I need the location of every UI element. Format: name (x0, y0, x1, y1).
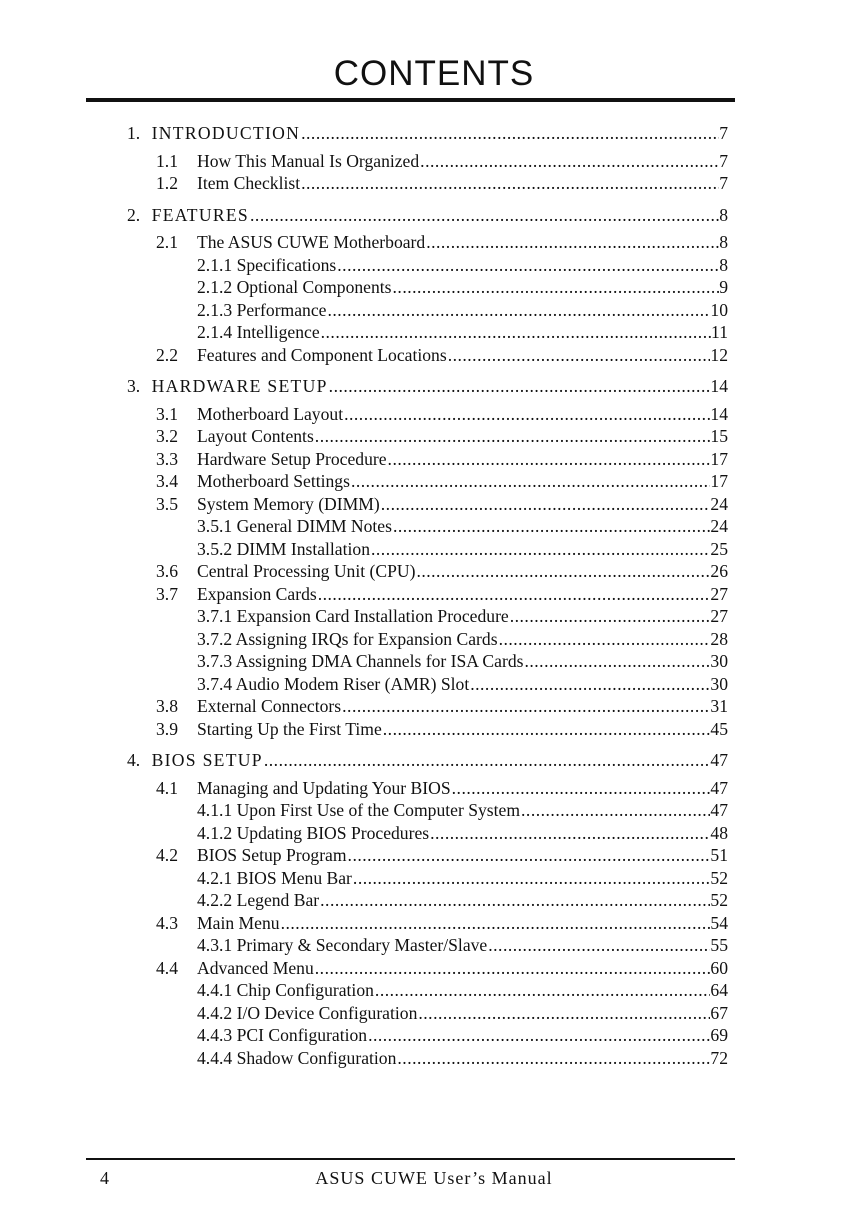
toc-entry-number: 2. (127, 204, 141, 225)
dot-leader (374, 979, 710, 1002)
toc-entry-text: 3.5.2 DIMM Installation (197, 538, 370, 559)
toc-entry-page: 8 (719, 204, 728, 225)
table-of-contents (127, 122, 728, 1069)
dot-leader (447, 344, 711, 367)
toc-entry-page: 31 (710, 696, 728, 716)
toc-entry-label (127, 231, 425, 254)
dot-leader (469, 673, 710, 696)
toc-entry-page: 48 (710, 822, 728, 843)
dot-leader (392, 276, 720, 299)
dot-leader (328, 375, 711, 398)
toc-entry-label (127, 204, 249, 227)
dot-leader (300, 172, 719, 195)
dot-leader (509, 605, 711, 628)
toc-entry[interactable] (127, 299, 728, 322)
toc-entry-page: 26 (710, 561, 728, 581)
toc-entry-text: How This Manual Is Organized (197, 150, 420, 171)
toc-entry-label (127, 1024, 367, 1047)
toc-entry-page: 47 (710, 750, 728, 770)
toc-entry-label (127, 605, 509, 628)
toc-entry-text: HARDWARE SETUP (151, 376, 328, 396)
toc-entry-label (127, 889, 319, 912)
toc-entry-text: FEATURES (151, 204, 250, 225)
toc-entry[interactable] (127, 448, 728, 471)
toc-entry-page: 55 (710, 935, 728, 955)
toc-entry-label (127, 448, 387, 471)
toc-entry[interactable] (127, 867, 728, 890)
toc-entry-text: Hardware Setup Procedure (197, 448, 387, 469)
toc-entry-page: 47 (710, 777, 728, 798)
toc-entry-page: 51 (710, 845, 728, 865)
dot-leader (300, 122, 719, 145)
toc-entry-page: 30 (710, 673, 728, 694)
toc-entry[interactable] (127, 889, 728, 912)
toc-entry-text: 4.2.2 Legend Bar (197, 890, 320, 910)
toc-entry[interactable] (127, 1002, 728, 1025)
toc-entry-text: BIOS Setup Program (197, 845, 347, 865)
toc-entry-label (127, 822, 429, 845)
toc-entry-label (127, 867, 352, 890)
toc-entry-page: 12 (710, 344, 728, 365)
toc-entry-number: 3.3 (156, 448, 178, 469)
dot-leader (317, 583, 711, 606)
toc-entry-label (127, 583, 317, 606)
toc-entry[interactable] (127, 1047, 728, 1070)
toc-entry-label (127, 344, 447, 367)
dot-leader (392, 515, 710, 538)
toc-entry-page: 14 (710, 403, 728, 424)
toc-entry-page: 47 (710, 800, 728, 820)
toc-entry-page: 69 (710, 1025, 728, 1045)
toc-entry-number: 4.1 (156, 777, 178, 798)
toc-entry-number: 1.2 (156, 173, 178, 193)
toc-entry-label (127, 254, 336, 277)
toc-entry-label (127, 321, 320, 344)
toc-entry-label (127, 799, 520, 822)
toc-entry-text: External Connectors (197, 696, 342, 716)
dot-leader (387, 448, 711, 471)
toc-entry-number: 1.1 (156, 150, 178, 171)
toc-entry-page: 9 (719, 277, 728, 297)
toc-entry-text: 2.1.4 Intelligence (197, 322, 320, 342)
toc-entry[interactable] (127, 650, 728, 673)
toc-entry-label (127, 538, 370, 561)
toc-entry-text: Advanced Menu (197, 957, 314, 978)
toc-entry[interactable] (127, 673, 728, 696)
dot-leader (341, 695, 710, 718)
toc-entry-page: 14 (710, 376, 728, 396)
toc-entry[interactable] (127, 150, 728, 173)
dot-leader (417, 1002, 710, 1025)
toc-entry-label (127, 493, 380, 516)
dot-leader (429, 822, 710, 845)
toc-entry-page: 27 (710, 606, 728, 626)
toc-entry-text: 4.4.3 PCI Configuration (197, 1025, 368, 1045)
toc-entry[interactable] (127, 344, 728, 367)
toc-entry-page: 52 (710, 867, 728, 888)
dot-leader (396, 1047, 710, 1070)
dot-leader (523, 650, 710, 673)
toc-entry-label (127, 1047, 396, 1070)
toc-entry-text: 2.1.2 Optional Components (197, 277, 392, 297)
toc-entry[interactable] (127, 560, 728, 583)
toc-entry[interactable] (127, 912, 728, 935)
toc-entry-text: 4.4.1 Chip Configuration (197, 980, 374, 1000)
toc-entry-text: System Memory (DIMM) (197, 493, 380, 514)
toc-entry-label (127, 673, 469, 696)
toc-entry-label (127, 515, 392, 538)
dot-leader (498, 628, 711, 651)
toc-entry-label (127, 844, 347, 867)
toc-entry-label (127, 749, 263, 772)
toc-entry[interactable] (127, 749, 728, 772)
toc-entry-text: Expansion Cards (197, 583, 317, 604)
toc-entry-text: Features and Component Locations (197, 344, 447, 365)
toc-entry-label (127, 718, 382, 741)
dot-leader (367, 1024, 710, 1047)
toc-entry[interactable] (127, 799, 728, 822)
toc-entry[interactable] (127, 957, 728, 980)
toc-entry-page: 7 (719, 150, 728, 171)
toc-entry-label (127, 299, 326, 322)
dot-leader (415, 560, 710, 583)
toc-entry-text: Central Processing Unit (CPU) (197, 561, 416, 581)
toc-entry-label (127, 957, 314, 980)
toc-entry-label (127, 628, 498, 651)
toc-entry[interactable] (127, 321, 728, 344)
toc-entry[interactable] (127, 470, 728, 493)
toc-entry-number: 3.8 (156, 696, 178, 716)
toc-entry-page: 7 (719, 123, 728, 143)
toc-entry-page: 54 (710, 912, 728, 933)
dot-leader (520, 799, 710, 822)
dot-leader (343, 403, 710, 426)
toc-entry-text: INTRODUCTION (151, 123, 301, 143)
dot-leader (347, 844, 711, 867)
toc-entry-number: 3.7 (156, 583, 178, 604)
toc-entry-page: 24 (710, 516, 728, 536)
toc-entry-text: Motherboard Layout (197, 403, 344, 424)
toc-entry-label (127, 979, 374, 1002)
toc-entry-page: 30 (710, 651, 728, 671)
toc-entry-page: 52 (710, 890, 728, 910)
toc-entry[interactable] (127, 628, 728, 651)
toc-entry-label (127, 560, 415, 583)
dot-leader (380, 493, 711, 516)
toc-entry-text: Managing and Updating Your BIOS (197, 777, 451, 798)
toc-entry-text: 4.1.2 Updating BIOS Procedures (197, 822, 430, 843)
toc-entry-number: 4. (127, 750, 141, 770)
toc-entry[interactable] (127, 777, 728, 800)
toc-entry[interactable] (127, 122, 728, 145)
toc-entry[interactable] (127, 1024, 728, 1047)
toc-entry-label (127, 934, 487, 957)
toc-entry-number: 1. (127, 123, 141, 143)
toc-entry-text: 4.2.1 BIOS Menu Bar (197, 867, 352, 888)
toc-entry[interactable] (127, 172, 728, 195)
toc-entry-text: Layout Contents (197, 426, 314, 446)
toc-entry[interactable] (127, 276, 728, 299)
toc-entry-text: 3.7.4 Audio Modem Riser (AMR) Slot (197, 673, 470, 694)
toc-entry-text: 4.1.1 Upon First Use of the Computer System (197, 800, 521, 820)
dot-leader (314, 425, 711, 448)
toc-entry-number: 4.4 (156, 957, 178, 978)
dot-leader (280, 912, 711, 935)
toc-entry-page: 27 (710, 583, 728, 604)
toc-entry-page: 17 (710, 448, 728, 469)
toc-entry[interactable] (127, 375, 728, 398)
toc-entry-page: 24 (710, 493, 728, 514)
toc-entry-label (127, 1002, 417, 1025)
toc-entry[interactable] (127, 844, 728, 867)
dot-leader (314, 957, 711, 980)
dot-leader (352, 867, 710, 890)
toc-entry-text: 3.5.1 General DIMM Notes (197, 516, 392, 536)
toc-entry-label (127, 403, 343, 426)
toc-entry[interactable] (127, 583, 728, 606)
toc-entry-page: 60 (710, 957, 728, 978)
footer-manual-title: ASUS CUWE User’s Manual (315, 1168, 553, 1188)
toc-entry-page: 25 (710, 538, 728, 559)
dot-leader (382, 718, 711, 741)
toc-entry-text: Starting Up the First Time (197, 718, 382, 739)
toc-entry-number: 3. (127, 376, 141, 396)
toc-entry-number: 2.2 (156, 344, 178, 365)
toc-entry-number: 2.1 (156, 232, 178, 252)
toc-entry-label (127, 650, 523, 673)
toc-entry[interactable] (127, 605, 728, 628)
toc-entry-label (127, 695, 341, 718)
toc-entry[interactable] (127, 403, 728, 426)
toc-entry-text: 3.7.1 Expansion Card Installation Procedure (197, 606, 509, 626)
toc-entry[interactable] (127, 538, 728, 561)
dot-leader (487, 934, 710, 957)
toc-entry-page: 67 (710, 1002, 728, 1023)
toc-entry[interactable] (127, 695, 728, 718)
dot-leader (319, 889, 710, 912)
toc-entry-label (127, 122, 300, 145)
toc-entry-number: 4.2 (156, 845, 178, 865)
toc-entry-text: 4.3.1 Primary & Secondary Master/Slave (197, 935, 488, 955)
toc-entry-number: 3.2 (156, 426, 178, 446)
toc-entry-label (127, 172, 300, 195)
dot-leader (326, 299, 710, 322)
toc-entry-page: 45 (710, 718, 728, 739)
footer-page-number: 4 (100, 1168, 109, 1188)
toc-entry-label (127, 777, 451, 800)
dot-leader (425, 231, 719, 254)
toc-entry-text: The ASUS CUWE Motherboard (197, 232, 426, 252)
toc-entry-number: 3.9 (156, 718, 178, 739)
toc-entry[interactable] (127, 204, 728, 227)
dot-leader (451, 777, 711, 800)
toc-entry-number: 3.6 (156, 561, 178, 581)
toc-entry-page: 10 (710, 299, 728, 320)
toc-entry-label (127, 375, 328, 398)
toc-entry-text: 2.1.3 Performance (197, 299, 327, 320)
toc-entry-text: Item Checklist (197, 173, 301, 193)
toc-entry-text: Main Menu (197, 912, 280, 933)
toc-entry-page: 72 (710, 1047, 728, 1068)
header-rule (86, 98, 735, 102)
dot-leader (350, 470, 710, 493)
toc-entry-text: Motherboard Settings (197, 471, 350, 491)
toc-entry-label (127, 470, 350, 493)
toc-entry-text: 4.4.4 Shadow Configuration (197, 1047, 397, 1068)
toc-entry-label (127, 912, 280, 935)
toc-entry-number: 3.5 (156, 493, 178, 514)
footer-rule (86, 1158, 735, 1160)
toc-entry-page: 15 (710, 426, 728, 446)
toc-entry[interactable] (127, 979, 728, 1002)
dot-leader (320, 321, 711, 344)
toc-entry[interactable] (127, 718, 728, 741)
toc-entry-label (127, 276, 392, 299)
toc-entry-number: 4.3 (156, 912, 178, 933)
toc-entry-page: 7 (719, 173, 728, 193)
toc-entry-page: 11 (711, 322, 728, 342)
toc-entry-text: 3.7.2 Assigning IRQs for Expansion Cards (197, 628, 498, 649)
dot-leader (336, 254, 719, 277)
toc-entry[interactable] (127, 822, 728, 845)
dot-leader (370, 538, 710, 561)
page-title: CONTENTS (333, 54, 535, 93)
toc-entry-page: 28 (710, 628, 728, 649)
toc-entry[interactable] (127, 231, 728, 254)
toc-entry-text: 3.7.3 Assigning DMA Channels for ISA Cards (197, 651, 524, 671)
toc-entry-page: 8 (719, 254, 728, 275)
toc-entry-page: 64 (710, 980, 728, 1000)
dot-leader (419, 150, 719, 173)
toc-entry-label (127, 150, 419, 173)
toc-entry[interactable] (127, 254, 728, 277)
toc-entry[interactable] (127, 425, 728, 448)
toc-entry[interactable] (127, 934, 728, 957)
dot-leader (249, 204, 719, 227)
toc-entry-text: 4.4.2 I/O Device Configuration (197, 1002, 418, 1023)
toc-entry-label (127, 425, 314, 448)
toc-entry[interactable] (127, 493, 728, 516)
toc-entry-number: 3.4 (156, 471, 178, 491)
toc-entry-text: 2.1.1 Specifications (197, 254, 337, 275)
toc-entry-text: BIOS SETUP (151, 750, 263, 770)
toc-entry-number: 3.1 (156, 403, 178, 424)
toc-entry-page: 8 (719, 232, 728, 252)
toc-entry-page: 17 (710, 471, 728, 491)
toc-entry[interactable] (127, 515, 728, 538)
dot-leader (263, 749, 711, 772)
